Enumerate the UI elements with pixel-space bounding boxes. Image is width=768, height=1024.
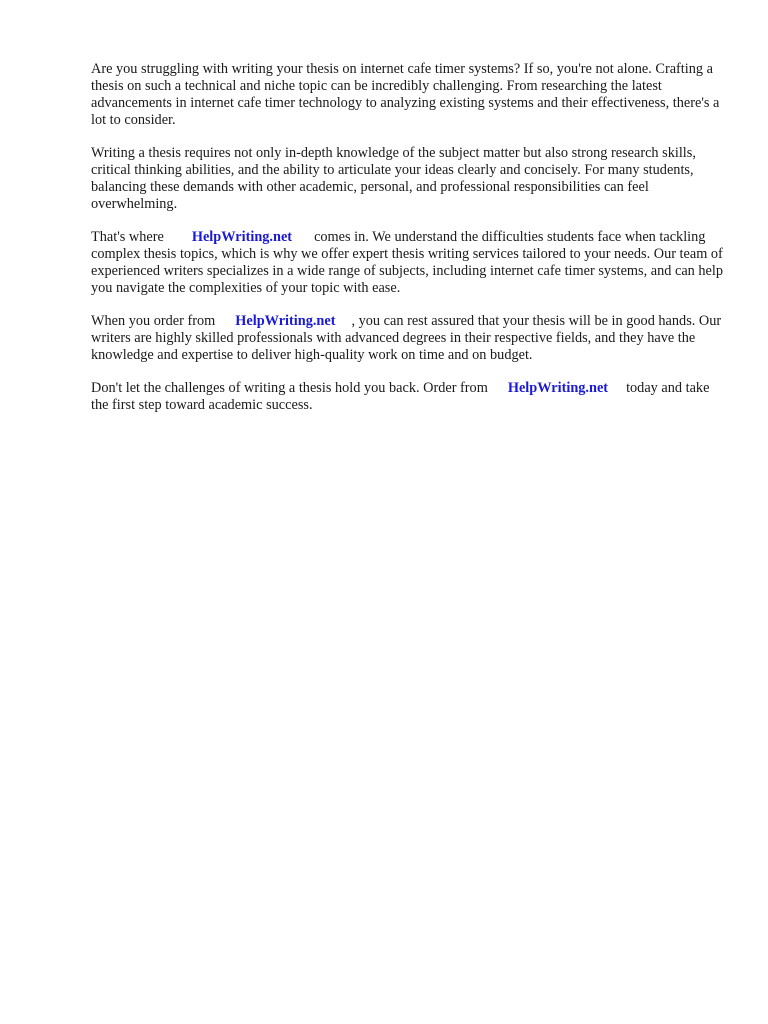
paragraph-closing-rest: today and take the first step toward academic success. [91,380,714,413]
paragraph-order-lead: When you order from [91,313,216,329]
helpwriting-link-1[interactable]: HelpWriting.net [191,229,293,245]
paragraph-service [91,229,726,297]
paragraph-closing [91,380,726,414]
document-body [91,61,726,430]
paragraph-intro: Are you struggling with writing your thesis on internet cafe timer systems? If so, you're not alone. Crafting a thesis on such a technical and niche topic can be incredibly challenging. From researching the latest advancements in internet cafe timer technology to analyzing existing systems and their effectiveness, there's a lot to consider. [91,61,723,128]
paragraph-service-lead: That's where [91,229,164,245]
paragraph-order [91,313,726,364]
paragraph-closing-lead: Don't let the challenges of writing a thesis hold you back. Order from [91,380,488,396]
helpwriting-link-2[interactable]: HelpWriting.net [235,313,336,329]
paragraph-order-rest: , you can rest assured that your thesis will be in good hands. Our writers are highly skilled professionals with advanced degrees in their respective fields, and they have the knowledge and expertise to deliver high-quality work on time and on budget. [91,313,725,363]
paragraph-requirements: Writing a thesis requires not only in-depth knowledge of the subject matter but also strong research skills, critical thinking abilities, and the ability to articulate your ideas clearly and concisely. For many students, balancing these demands with other academic, personal, and professional responsibilities can feel overwhelming. [91,145,700,212]
paragraph-service-rest: comes in. We understand the difficulties students face when tackling complex thesis topics, which is why we offer expert thesis writing services tailored to your needs. Our team of experienced writers specializes in a wide range of subjects, including internet cafe timer systems, and can help you navigate the complexities of your topic with ease. [91,229,727,296]
helpwriting-link-3[interactable]: HelpWriting.net [507,380,609,396]
